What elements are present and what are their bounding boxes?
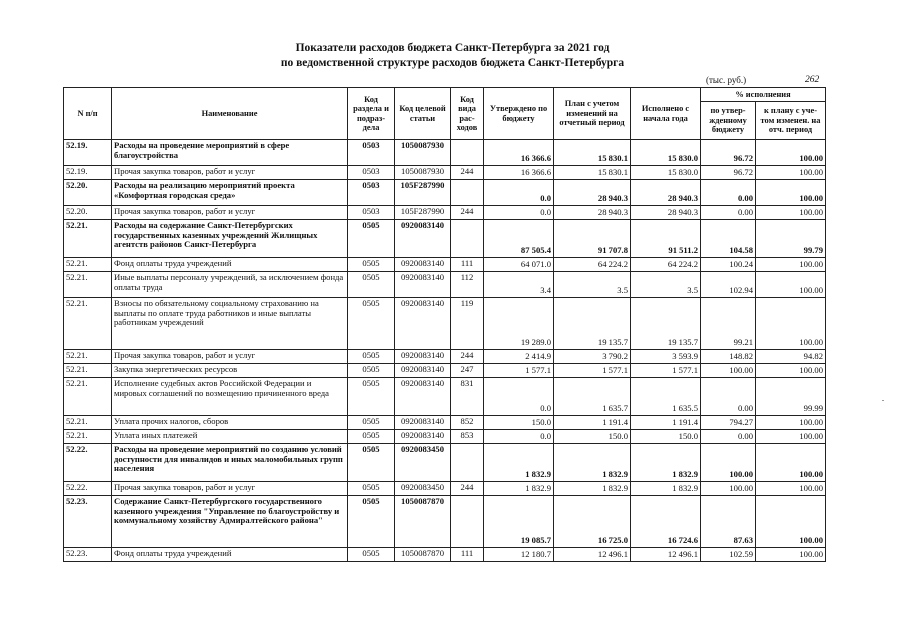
row-plan: 1 191.4 bbox=[554, 416, 631, 430]
row-name: Расходы на проведение мероприятий по созданию условий доступности для инвалидов и иных маломобильных групп населения bbox=[112, 444, 348, 482]
row-section-code: 0505 bbox=[348, 258, 395, 272]
row-section-code: 0505 bbox=[348, 272, 395, 298]
row-target-code: 0920083140 bbox=[395, 258, 451, 272]
row-pct-approved: 0.00 bbox=[701, 378, 756, 416]
row-type-code: 244 bbox=[451, 482, 484, 496]
row-num: 52.22. bbox=[64, 444, 112, 482]
row-plan: 15 830.1 bbox=[554, 140, 631, 166]
row-done: 3 593.9 bbox=[631, 350, 701, 364]
row-type-code: 112 bbox=[451, 272, 484, 298]
col-header-section: Код раздела и подраз-дела bbox=[348, 88, 395, 140]
row-plan: 64 224.2 bbox=[554, 258, 631, 272]
row-pct-plan: 100.00 bbox=[756, 444, 826, 482]
row-plan: 1 635.7 bbox=[554, 378, 631, 416]
row-done: 1 635.5 bbox=[631, 378, 701, 416]
row-type-code: 831 bbox=[451, 378, 484, 416]
row-pct-plan: 99.99 bbox=[756, 378, 826, 416]
row-plan: 150.0 bbox=[554, 430, 631, 444]
row-pct-approved: 148.82 bbox=[701, 350, 756, 364]
row-section-code: 0505 bbox=[348, 444, 395, 482]
row-done: 15 830.0 bbox=[631, 140, 701, 166]
row-pct-approved: 100.00 bbox=[701, 444, 756, 482]
row-pct-plan: 100.00 bbox=[756, 258, 826, 272]
row-name: Прочая закупка товаров, работ и услуг bbox=[112, 350, 348, 364]
row-plan: 15 830.1 bbox=[554, 166, 631, 180]
units-label: (тыс. руб.) bbox=[706, 75, 747, 85]
row-target-code: 0920083140 bbox=[395, 350, 451, 364]
row-pct-plan: 99.79 bbox=[756, 220, 826, 258]
row-approved: 0.0 bbox=[484, 206, 554, 220]
row-name: Расходы на содержание Санкт-Петербургских государственных казенных учреждений Жилищных агентств районов Санкт-Петербурга bbox=[112, 220, 348, 258]
row-target-code: 0920083140 bbox=[395, 298, 451, 350]
row-type-code: 119 bbox=[451, 298, 484, 350]
row-name: Прочая закупка товаров, работ и услуг bbox=[112, 166, 348, 180]
row-pct-plan: 100.00 bbox=[756, 416, 826, 430]
col-header-target: Код целевой статьи bbox=[395, 88, 451, 140]
row-section-code: 0505 bbox=[348, 364, 395, 378]
row-section-code: 0505 bbox=[348, 220, 395, 258]
row-num: 52.20. bbox=[64, 206, 112, 220]
row-target-code: 105F287990 bbox=[395, 206, 451, 220]
report-title: Показатели расходов бюджета Санкт-Петербурга за 2021 год bbox=[295, 42, 610, 54]
row-plan: 3 790.2 bbox=[554, 350, 631, 364]
row-name: Закупка энергетических ресурсов bbox=[112, 364, 348, 378]
row-target-code: 0920083140 bbox=[395, 220, 451, 258]
row-pct-plan: 100.00 bbox=[756, 272, 826, 298]
table-row bbox=[64, 272, 826, 298]
col-header-approved: Утверждено по бюджету bbox=[484, 88, 554, 140]
row-num: 52.21. bbox=[64, 364, 112, 378]
row-type-code bbox=[451, 496, 484, 548]
row-target-code: 1050087870 bbox=[395, 548, 451, 562]
row-done: 150.0 bbox=[631, 430, 701, 444]
row-section-code: 0503 bbox=[348, 206, 395, 220]
row-num: 52.21. bbox=[64, 220, 112, 258]
row-approved: 0.0 bbox=[484, 378, 554, 416]
row-name: Уплата прочих налогов, сборов bbox=[112, 416, 348, 430]
row-num: 52.21. bbox=[64, 258, 112, 272]
row-approved: 16 366.6 bbox=[484, 140, 554, 166]
table-row bbox=[64, 180, 826, 206]
row-done: 15 830.0 bbox=[631, 166, 701, 180]
row-pct-plan: 100.00 bbox=[756, 482, 826, 496]
row-pct-plan: 100.00 bbox=[756, 430, 826, 444]
row-target-code: 1050087930 bbox=[395, 140, 451, 166]
table-row bbox=[64, 298, 826, 350]
row-plan: 28 940.3 bbox=[554, 180, 631, 206]
row-section-code: 0503 bbox=[348, 180, 395, 206]
row-done: 91 511.2 bbox=[631, 220, 701, 258]
row-approved: 19 289.0 bbox=[484, 298, 554, 350]
row-type-code bbox=[451, 180, 484, 206]
row-target-code: 0920083450 bbox=[395, 444, 451, 482]
row-pct-approved: 794.27 bbox=[701, 416, 756, 430]
row-pct-plan: 94.82 bbox=[756, 350, 826, 364]
row-done: 64 224.2 bbox=[631, 258, 701, 272]
table-row bbox=[64, 220, 826, 258]
report-subtitle: по ведомственной структуре расходов бюджета Санкт-Петербурга bbox=[280, 57, 625, 69]
table-row bbox=[64, 416, 826, 430]
row-section-code: 0505 bbox=[348, 496, 395, 548]
row-pct-plan: 100.00 bbox=[756, 166, 826, 180]
table-row bbox=[64, 430, 826, 444]
table-row bbox=[64, 258, 826, 272]
row-name: Прочая закупка товаров, работ и услуг bbox=[112, 206, 348, 220]
row-pct-plan: 100.00 bbox=[756, 180, 826, 206]
row-pct-approved: 100.24 bbox=[701, 258, 756, 272]
row-approved: 1 832.9 bbox=[484, 482, 554, 496]
table-row bbox=[64, 378, 826, 416]
row-num: 52.23. bbox=[64, 496, 112, 548]
col-header-pct-group: % исполнения bbox=[701, 88, 826, 102]
row-num: 52.21. bbox=[64, 350, 112, 364]
row-plan: 3.5 bbox=[554, 272, 631, 298]
row-section-code: 0505 bbox=[348, 430, 395, 444]
row-target-code: 1050087930 bbox=[395, 166, 451, 180]
row-approved: 0.0 bbox=[484, 430, 554, 444]
row-name: Прочая закупка товаров, работ и услуг bbox=[112, 482, 348, 496]
row-approved: 0.0 bbox=[484, 180, 554, 206]
table-row bbox=[64, 548, 826, 562]
row-name: Содержание Санкт-Петербургского государственного казенного учреждения "Управление по благоустройству и коммунальному хозяйству Адмиралтейского района" bbox=[112, 496, 348, 548]
table-row bbox=[64, 206, 826, 220]
row-done: 1 832.9 bbox=[631, 482, 701, 496]
table-row bbox=[64, 496, 826, 548]
row-plan: 1 832.9 bbox=[554, 444, 631, 482]
row-approved: 150.0 bbox=[484, 416, 554, 430]
row-done: 3.5 bbox=[631, 272, 701, 298]
row-num: 52.19. bbox=[64, 166, 112, 180]
row-section-code: 0505 bbox=[348, 350, 395, 364]
row-num: 52.23. bbox=[64, 548, 112, 562]
row-approved: 16 366.6 bbox=[484, 166, 554, 180]
row-approved: 1 832.9 bbox=[484, 444, 554, 482]
row-approved: 3.4 bbox=[484, 272, 554, 298]
row-pct-approved: 0.00 bbox=[701, 430, 756, 444]
row-approved: 12 180.7 bbox=[484, 548, 554, 562]
row-target-code: 105F287990 bbox=[395, 180, 451, 206]
row-type-code bbox=[451, 444, 484, 482]
row-type-code bbox=[451, 220, 484, 258]
row-pct-plan: 100.00 bbox=[756, 298, 826, 350]
row-name: Уплата иных платежей bbox=[112, 430, 348, 444]
row-type-code: 244 bbox=[451, 350, 484, 364]
row-section-code: 0503 bbox=[348, 166, 395, 180]
row-pct-approved: 0.00 bbox=[701, 180, 756, 206]
row-num: 52.21. bbox=[64, 272, 112, 298]
row-target-code: 0920083140 bbox=[395, 272, 451, 298]
row-pct-plan: 100.00 bbox=[756, 364, 826, 378]
row-section-code: 0503 bbox=[348, 140, 395, 166]
row-pct-approved: 104.58 bbox=[701, 220, 756, 258]
row-pct-approved: 0.00 bbox=[701, 206, 756, 220]
row-name: Расходы на проведение мероприятий в сфере благоустройства bbox=[112, 140, 348, 166]
row-pct-approved: 99.21 bbox=[701, 298, 756, 350]
row-pct-plan: 100.00 bbox=[756, 206, 826, 220]
table-body bbox=[64, 140, 826, 562]
row-pct-plan: 100.00 bbox=[756, 496, 826, 548]
row-approved: 64 071.0 bbox=[484, 258, 554, 272]
row-section-code: 0505 bbox=[348, 482, 395, 496]
row-plan: 16 725.0 bbox=[554, 496, 631, 548]
row-pct-approved: 100.00 bbox=[701, 364, 756, 378]
row-done: 28 940.3 bbox=[631, 180, 701, 206]
col-header-num: N п/п bbox=[64, 88, 112, 140]
row-approved: 87 505.4 bbox=[484, 220, 554, 258]
col-header-type: Код вида рас-ходов bbox=[451, 88, 484, 140]
row-pct-approved: 96.72 bbox=[701, 166, 756, 180]
row-type-code: 852 bbox=[451, 416, 484, 430]
row-type-code bbox=[451, 140, 484, 166]
row-type-code: 853 bbox=[451, 430, 484, 444]
row-approved: 1 577.1 bbox=[484, 364, 554, 378]
row-target-code: 0920083140 bbox=[395, 378, 451, 416]
row-pct-approved: 87.63 bbox=[701, 496, 756, 548]
row-plan: 1 577.1 bbox=[554, 364, 631, 378]
table-row bbox=[64, 140, 826, 166]
row-pct-approved: 102.59 bbox=[701, 548, 756, 562]
table-row bbox=[64, 350, 826, 364]
row-done: 16 724.6 bbox=[631, 496, 701, 548]
row-approved: 2 414.9 bbox=[484, 350, 554, 364]
table-row bbox=[64, 364, 826, 378]
row-name: Исполнение судебных актов Российской Федерации и мировых соглашений по возмещению причиненного вреда bbox=[112, 378, 348, 416]
row-name: Взносы по обязательному социальному страхованию на выплаты по оплате труда работников и иные выплаты работникам учреждений bbox=[112, 298, 348, 350]
row-plan: 28 940.3 bbox=[554, 206, 631, 220]
table-row bbox=[64, 482, 826, 496]
row-type-code: 111 bbox=[451, 548, 484, 562]
row-type-code: 111 bbox=[451, 258, 484, 272]
col-header-pct-approved: по утвер-жденному бюджету bbox=[701, 102, 756, 140]
col-header-pct-plan: к плану с уче-том изменен. на отч. период bbox=[756, 102, 826, 140]
row-type-code: 244 bbox=[451, 206, 484, 220]
row-target-code: 0920083140 bbox=[395, 364, 451, 378]
table-row bbox=[64, 166, 826, 180]
row-type-code: 244 bbox=[451, 166, 484, 180]
row-name: Иные выплаты персоналу учреждений, за исключением фонда оплаты труда bbox=[112, 272, 348, 298]
row-pct-plan: 100.00 bbox=[756, 140, 826, 166]
page-number: 262 bbox=[805, 75, 820, 85]
row-target-code: 1050087870 bbox=[395, 496, 451, 548]
row-approved: 19 085.7 bbox=[484, 496, 554, 548]
row-done: 19 135.7 bbox=[631, 298, 701, 350]
row-pct-plan: 100.00 bbox=[756, 548, 826, 562]
col-header-done: Исполнено с начала года bbox=[631, 88, 701, 140]
row-target-code: 0920083140 bbox=[395, 416, 451, 430]
row-num: 52.21. bbox=[64, 298, 112, 350]
row-done: 1 832.9 bbox=[631, 444, 701, 482]
row-num: 52.22. bbox=[64, 482, 112, 496]
row-pct-approved: 100.00 bbox=[701, 482, 756, 496]
row-section-code: 0505 bbox=[348, 378, 395, 416]
row-section-code: 0505 bbox=[348, 548, 395, 562]
row-plan: 19 135.7 bbox=[554, 298, 631, 350]
row-pct-approved: 102.94 bbox=[701, 272, 756, 298]
row-num: 52.20. bbox=[64, 180, 112, 206]
row-done: 12 496.1 bbox=[631, 548, 701, 562]
row-name: Фонд оплаты труда учреждений bbox=[112, 258, 348, 272]
row-num: 52.21. bbox=[64, 416, 112, 430]
col-header-plan: План с учетом изменений на отчетный период bbox=[554, 88, 631, 140]
row-num: 52.21. bbox=[64, 430, 112, 444]
row-section-code: 0505 bbox=[348, 416, 395, 430]
row-target-code: 0920083450 bbox=[395, 482, 451, 496]
row-name: Фонд оплаты труда учреждений bbox=[112, 548, 348, 562]
row-plan: 12 496.1 bbox=[554, 548, 631, 562]
row-num: 52.19. bbox=[64, 140, 112, 166]
row-done: 1 191.4 bbox=[631, 416, 701, 430]
row-done: 1 577.1 bbox=[631, 364, 701, 378]
row-plan: 1 832.9 bbox=[554, 482, 631, 496]
budget-table bbox=[63, 87, 826, 562]
row-num: 52.21. bbox=[64, 378, 112, 416]
scan-speck bbox=[882, 400, 884, 401]
row-done: 28 940.3 bbox=[631, 206, 701, 220]
row-name: Расходы на реализацию мероприятий проекта «Комфортная городская среда» bbox=[112, 180, 348, 206]
row-pct-approved: 96.72 bbox=[701, 140, 756, 166]
row-target-code: 0920083140 bbox=[395, 430, 451, 444]
table-row bbox=[64, 444, 826, 482]
row-plan: 91 707.8 bbox=[554, 220, 631, 258]
row-section-code: 0505 bbox=[348, 298, 395, 350]
row-type-code: 247 bbox=[451, 364, 484, 378]
col-header-name: Наименование bbox=[112, 88, 348, 140]
